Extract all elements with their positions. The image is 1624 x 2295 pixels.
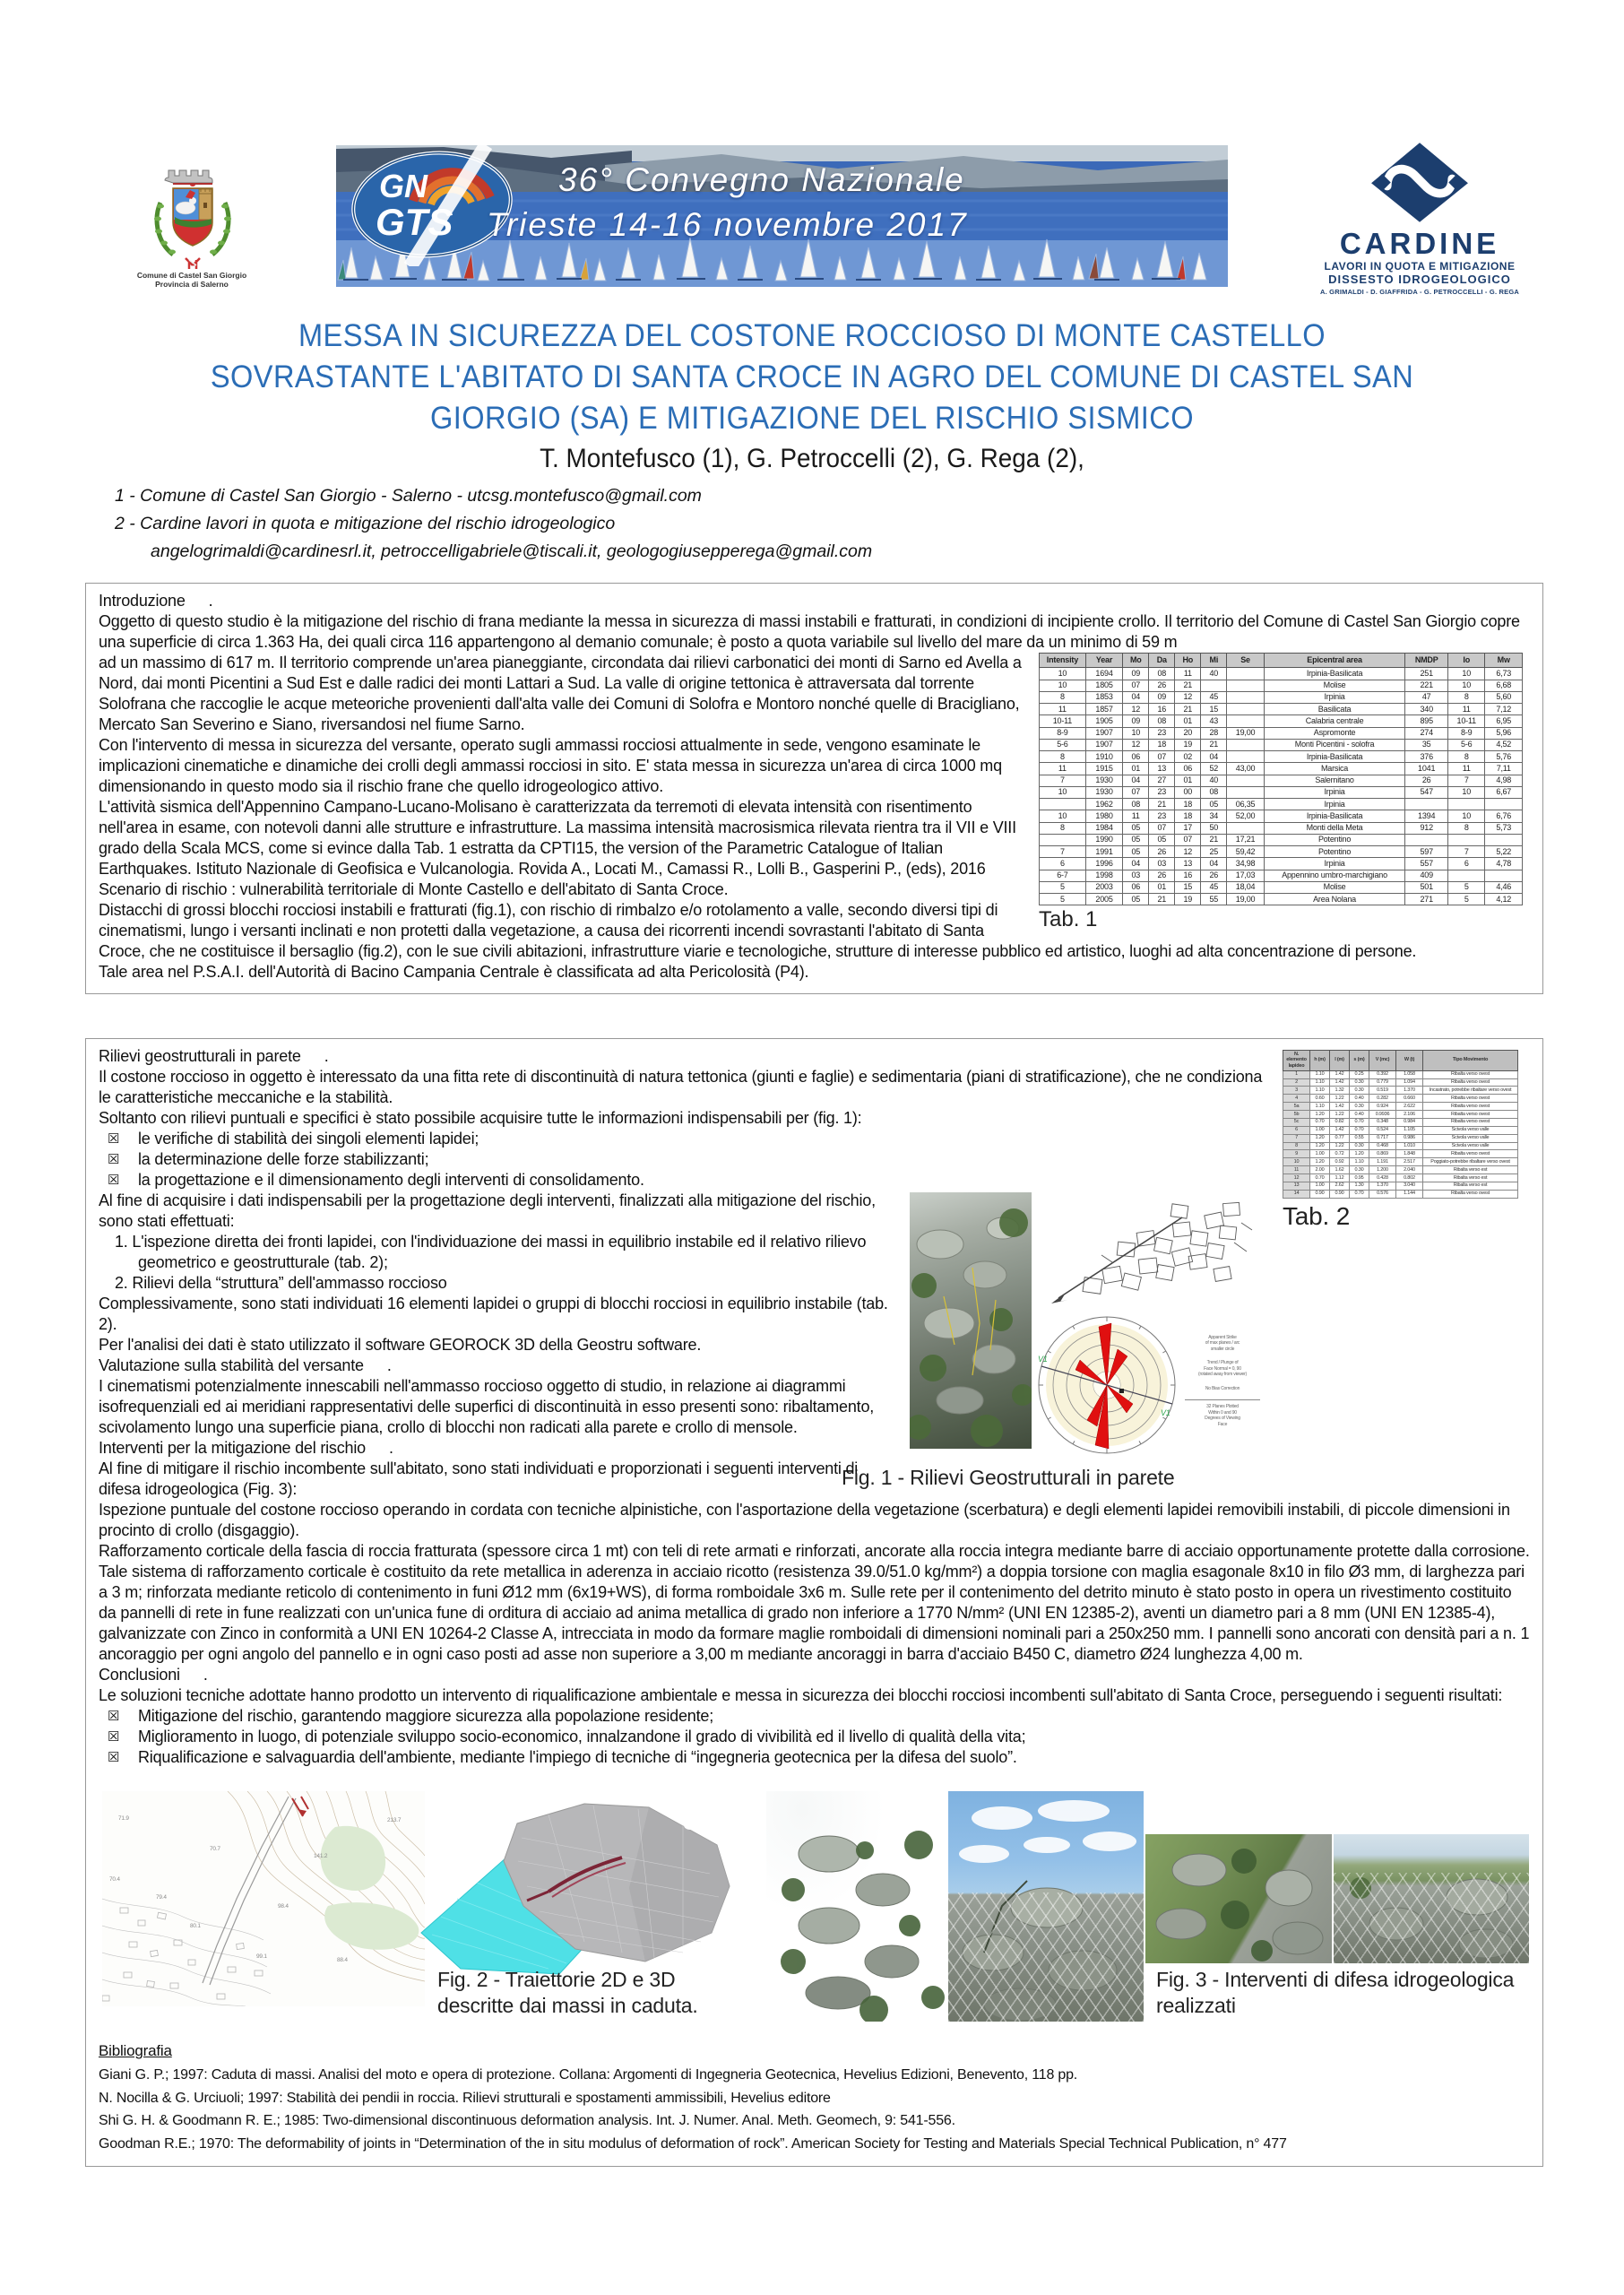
- survey-bullet-3: ☒ la progettazione e il dimensionamento degli interventi di consolidamento.: [99, 1170, 1272, 1191]
- intro-paragraph-3: Con l'intervento di messa in sicurezza del versante, operato sugli ammassi rocciosi attualmente in sede, vengono esaminate le implicazioni cinematiche e dinamiche dei crolli degli ammassi rocciosi in sito. E' stata messa in sicurezza un'area di circa 1000 mq dimensionando in questo modo sia il rischio frane che quello idrogeologico attivo.: [99, 736, 1002, 795]
- intro-paragraph-5: Distacchi di grossi blocchi rocciosi instabili e fratturati (fig.1), con rischio di rimbalzo e/o rotolamento a valle, secondo diversi tipi di cinematismi, lungo i versanti inclinati e non protetti dalla vegetazione, a causa dei ricorrenti incendi sovrastanti l'abitato di Santa Croce, che ne costituisce il bersaglio (fig.2), con le sue civili abitazioni, infrastrutture viarie e tecnologiche, strutture di interesse pubblico ed artistico, luoghi ad alta concentrazione di persone.: [99, 901, 1417, 960]
- banner-title: 36° Convegno Nazionale: [558, 161, 965, 198]
- fig2-contour-map: [102, 1791, 425, 2006]
- svg-text:70.7: 70.7: [210, 1846, 220, 1852]
- heading-dot: .: [324, 1047, 329, 1065]
- affiliations: [115, 482, 872, 566]
- survey-paragraph-4: Complessivamente, sono stati individuati 16 elementi lapidei o gruppi di blocchi rocciosi in equilibrio instabile (tab. 2).: [99, 1295, 888, 1333]
- survey-bullet-2: ☒ la determinazione delle forze stabilizzanti;: [99, 1149, 1272, 1170]
- crest-caption-line2: Provincia di Salerno: [155, 280, 229, 289]
- intro-paragraph-6: Tale area nel P.S.A.I. dell'Autorità di Bacino Campania Centrale è classificata ad alta Pericolosità (P4).: [99, 963, 809, 981]
- survey-paragraph-3: Al fine di acquisire i dati indispensabili per la progettazione degli interventi, finalizzati alla mitigazione del rischio, sono stati effettuati:: [99, 1191, 876, 1230]
- rockfall-net-overlay: [1334, 1873, 1529, 1963]
- bibliography: [99, 2040, 1530, 2155]
- fig3-photo-1: [766, 1791, 948, 2022]
- fig1-cliff-photo: [910, 1192, 1032, 1449]
- svg-text:99.1: 99.1: [256, 1953, 267, 1960]
- fig1-caption: Fig. 1 - Rilievi Geostrutturali in parete: [842, 1466, 1175, 1489]
- svg-text:80.1: 80.1: [190, 1923, 201, 1929]
- poster-title-line1: MESSA IN SICUREZZA DEL COSTONE ROCCIOSO DI MONTE CASTELLO: [298, 318, 1326, 353]
- fig3-photo-2: [948, 1791, 1144, 2022]
- bibliography-heading: Bibliografia: [99, 2042, 172, 2059]
- affiliation-emails: angelogrimaldi@cardinesrl.it, petroccelligabriele@tiscali.it, geologogiusepperega@gmail.com: [151, 541, 873, 561]
- survey-bullet-1: ☒ le verifiche di stabilità dei singoli elementi lapidei;: [99, 1129, 1272, 1149]
- checkbox-bullet-icon: ☒: [108, 1729, 120, 1745]
- cardine-name: CARDINE: [1339, 227, 1500, 260]
- cardine-authors: A. GRIMALDI - D. GIAFFRIDA - G. PETROCCELLI - G. REGA: [1320, 288, 1519, 296]
- banner-subtitle: Trieste 14-16 novembre 2017: [487, 206, 968, 243]
- tab2-container: [1283, 1050, 1530, 1230]
- conclusions-heading-line: Conclusioni .: [99, 1666, 208, 1684]
- gngts-logo-text-bottom: GTS: [376, 201, 454, 243]
- conclusions-paragraph: Le soluzioni tecniche adottate hanno prodotto un intervento di riqualificazione ambientale e messa in sicurezza dei blocchi rocciosi incombenti sull'abitato di Santa Croce, perseguendo i seguenti risultati:: [99, 1686, 1503, 1704]
- svg-text:71.9: 71.9: [118, 1815, 129, 1822]
- risk-scenario-line: Scenario di rischio : vulnerabilità territoriale di Monte Castello e dell'abitato di Santa Croce.: [99, 880, 729, 898]
- mitigation-paragraph-2: Ispezione puntuale del costone roccioso operando in cordata con tecniche alpinistiche, con l'asportazione della vegetazione (scerbatura) e degli elementi lapidei removibili instabili, di piccole dimensioni in procinto di crollo (disgaggio).: [99, 1501, 1510, 1539]
- poster-title-line3: GIORGIO (SA) E MITIGAZIONE DEL RISCHIO SISMICO: [429, 401, 1195, 436]
- conclusions-heading: Conclusioni: [99, 1666, 180, 1684]
- tab2-label: Tab. 2: [1283, 1201, 1351, 1230]
- svg-text:141.2: 141.2: [314, 1853, 328, 1859]
- fig3-photo-4: [1334, 1834, 1529, 1963]
- bibliography-list: Giani G. P.; 1997: Caduta di massi. Analisi del moto e opera di protezione. Collana: Argomenti di Ingegneria Geotecnica, Hevelius Edizioni, Benevento, 118 pp. N. Nocilla & G. Urciuoli; 1997: Stabilità dei pendii in roccia. Rilievi strutturali e spostamenti ammissibili, Hevelius editore Shi G. H. & Goodmann R. E.; 1985: Two-dimensional discontinuous deformation analysis. Int. J. Numer. Anal. Meth. Geomech, 9: 541-556. Goodman R.E.; 1970: The deformability of joints in “Determination of the in situ modulus of deformation of rock”. American Society for Testing and Materials Special Technical Publication, n° 477: [99, 2067, 1287, 2152]
- title-block: [56, 316, 1567, 477]
- cardine-logo-block: [1298, 140, 1542, 296]
- numbered-item-2: 2. Rilievi della “struttura” dell'ammasso roccioso: [115, 1274, 447, 1292]
- rose-diagram-legend: Apparent Strike of max planes / arc smaller circle Trend / Plunge of Face Normal = 0, 90 (rotated away from viewer) No Bias Correction 32 Planes Plotted Within 0 and 90 Degrees of Viewing Face: [1178, 1335, 1267, 1436]
- main-section-box: [85, 1038, 1543, 2167]
- survey-heading: Rilievi geostrutturali in parete: [99, 1047, 301, 1065]
- rose-v1-label-a: V1: [1038, 1355, 1048, 1364]
- intro-paragraph-1: Oggetto di questo studio è la mitigazione del rischio di frana mediante la messa in sicurezza di massi instabili e fratturati, in condizioni di incipiente crollo. Il territorio del Comune di Castel San Giorgio copre una superficie di circa 1.363 Ha, dei quali circa 116 appartengono al demanio comunale; è posto a quota variabile sul livello del mare da un minimo di 59 m: [99, 612, 1520, 651]
- fig3-caption: Fig. 3 - Interventi di difesa idrogeologica realizzati: [1156, 1968, 1515, 2017]
- checkbox-bullet-icon: ☒: [108, 1750, 120, 1765]
- rose-diagram: [1036, 1314, 1178, 1456]
- mitigation-paragraph-1: Al fine di mitigare il rischio incombente sull'abitato, sono stati individuati e proporzionati i seguenti interventi di difesa idrogeologica (Fig. 3):: [99, 1459, 859, 1498]
- bottom-figure-row: [99, 1791, 1530, 2035]
- checkbox-bullet-icon: ☒: [108, 1131, 120, 1147]
- seismic-events-table: Intensity Year Mo Da Ho Mi Se Epicentral area NMDP Io Mw 10 1694 09 08 11 40 Irpinia-Basilicata 251 10 6,73 10 1805 07 26 21 Molise 221 10 6,68 8 1853 04 09 12 45 Irpinia 47 8 5,60 11 1857 12 16 21 15 Basilicata 340 11 7,12 10-11 1905 09 08 01 43 Calabria centrale 895 10-11 6,95 8-9 1907 10 23 20 28 19,00 Aspromonte 274 8-9 5,96 5-6 1907 12 18 19 21 Monti Picentini - solofra 35 5-6 4,52 8 1910 06 07 02 04 Irpinia-Basilicata 376 8 5,76 11 1915 01 13 06 52 43,00 Marsica 1041 11 7,11 7 1930 04 27 01 40 Salernitano 26 7 4,98 10 1930 07 23 00 08 Irpinia 547 10 6,67 1962 08 21 18 05 06,35 Irpinia 10 1980 11 23 18 34 52,00 Irpinia-Basilicata 1394 10 6,76 8 1984 05 07 17 50 Monti della Meta 912 8 5,73 1990 05 05 07 21 17,21 Potentino 7 1991 05 26 12 25 59,42 Potentino 597 7 5,22 6 1996 04 03 13 04 34,98 Irpinia 557 6 4,78 6-7 1998 03 26 16 26 17,03 Appennino umbro-marchigiano 409 5 2003 06 01 15 45 18,04 Molise 501 5 4,46 5 2005 05 21 19 55 19,00 Area Nolana 271 5 4,12: [1039, 653, 1523, 905]
- gngts-logo-text-top: GN: [379, 168, 428, 204]
- mitigation-heading-line: Interventi per la mitigazione del rischio .: [99, 1439, 393, 1457]
- rose-v1-label-b: V1: [1161, 1408, 1170, 1417]
- conference-banner: [336, 145, 1228, 287]
- cardine-tagline1: LAVORI IN QUOTA E MITIGAZIONE: [1324, 260, 1516, 273]
- intro-paragraph-2: ad un massimo di 617 m. Il territorio comprende un'area pianeggiante, circondata dai rilievi carbonatici dei monti di Sarno ed Avella a Nord, dai monti Picentini a Sud Est e dalle radici dei monti Lattari a Sud. La valle di origine tettonica è attraversata dal torrente Solofrana che raccoglie le acque meteoriche provenienti dall'alta valle dei Comuni di Solofra e Montoro nonché quelle di Bracigliano, Mercato San Severino e Siano, riversandosi nel fiume Sarno.: [99, 654, 1022, 733]
- block-structure-sketch: [1039, 1192, 1265, 1314]
- checkbox-bullet-icon: ☒: [108, 1173, 120, 1188]
- survey-paragraph-1: Il costone roccioso in oggetto è interessato da una fitta rete di discontinuità di natura tettonica (giunti e faglie) e sedimentaria (piani di stratificazione), che ne condiziona le caratteristiche meccaniche e la stabilità.: [99, 1068, 1263, 1106]
- heading-dot: .: [208, 592, 213, 610]
- rockfall-net-overlay: [948, 1892, 1144, 2022]
- fig3-photo-3: [1145, 1834, 1332, 1963]
- tab1-label: Tab. 1: [1039, 907, 1098, 932]
- affiliation-1: 1 - Comune di Castel San Giorgio - Salerno - utcsg.montefusco@gmail.com: [115, 486, 702, 506]
- fig2-3d-model: [414, 1798, 790, 1988]
- intro-heading-line: [99, 591, 1530, 611]
- conclusion-bullet-3: ☒ Riqualificazione e salvaguardia dell'ambiente, mediante l'impiego di tecniche di “ingegneria geotecnica per la difesa del suolo”.: [99, 1747, 1530, 1768]
- intro-paragraph-4: L'attività sismica dell'Appennino Campano-Lucano-Molisano è caratterizzata da terremoti di elevata intensità con risentimento nell'area in esame, con notevoli danni alle strutture e infrastrutture. La massima intensità macrosismica rilevata rientra tra il VII e VIII grado della Scala MCS, come si evince dalla Tab. 1 estratta da CPTI15, the version of the Parametric Catalogue of Italian Earthquakes. Istituto Nazionale di Geofisica e Vulcanologia. Rovida A., Locati M., Camassi R., Lolli B., Gasperini P., (eds), 2016: [99, 798, 1016, 878]
- survey-paragraph-2: Soltanto con rilievi puntuali e specifici è stato possibile acquisire tutte le informazioni indispensabili per (fig. 1):: [99, 1109, 862, 1127]
- numbered-item-1: 1. L'ispezione diretta dei fronti lapidei, con l'individuazione dei massi in equilibrio instabile ed il relativo rilievo geometrico e geostrutturale (tab. 2);: [115, 1233, 867, 1271]
- checkbox-bullet-icon: ☒: [108, 1152, 120, 1167]
- cardine-tagline2: DISSESTO IDROGEOLOGICO: [1328, 273, 1511, 286]
- poster-title-line2: SOVRASTANTE L'ABITATO DI SANTA CROCE IN AGRO DEL COMUNE DI CASTEL SAN: [210, 359, 1414, 394]
- crest-caption-line1: Comune di Castel San Giorgio: [136, 271, 247, 280]
- stability-heading: Valutazione sulla stabilità del versante: [99, 1356, 364, 1374]
- intro-heading: Introduzione: [99, 592, 186, 610]
- mitigation-paragraph-3: Rafforzamento corticale della fascia di roccia fratturata (spessore circa 1 mt) con teli di rete armati e rinforzati, ancorate alla roccia integra mediante barre di acciaio opportunamente protette dalla corrosione. Tale sistema di rafforzamento corticale è costituito da rete metallica in aderenza in acciaio ricotto (resistenza 39.0/51.0 kg/mm²) a doppia torsione con maglia esagonale 8x10 in filo Ø3 mm, di larghezza pari a 3 m; rinforzata mediante reticolo di contenimento in funi Ø12 mm (6x19+WS), di forma romboidale 3x6 m. Sulle rete per il contenimento del detrito minuto è stato posto in opera un rivestimento costituito da pannelli di rete in fune realizzati con un'unica fune di orditura di acciaio ad anima metallica di grado non inferiore a 1770 N/mm² (UNI EN 12385-2), aventi un diametro pari a 8 mm (UNI EN 12385-4), galvanizzate con Zinco in conformità a UNI EN 10264-2 Classe A, intrecciata in modo da formare maglie romboidali di dimensioni nominali pari a 250x250 mm. I pannelli sono ancorati con densità pari a n. 1 ancoraggio per ogni angolo del pannello e in ogni caso posti ad asse non superiore a 3,00 m mediante ancoraggi in barra d'acciaio B450 C, diametro Ø24 lunghezza 4,00 m.: [99, 1542, 1530, 1663]
- svg-text:98.4: 98.4: [278, 1903, 289, 1910]
- mitigation-heading: Interventi per la mitigazione del rischio: [99, 1439, 366, 1457]
- svg-text:70.4: 70.4: [109, 1876, 120, 1883]
- rock-elements-table: N. elemento lapideo h (m) l (m) s (m) V (mc) W (t) Tipo Movimento 1 1.10 1.42 0.25 0.392 1.058 Ribalta verso ovest 2 1.10 1.42 0.30 0.779 1.094 Ribalta verso ovest 3 1.10 1.32 0.30 0.519 1.370 Incastrato, potrebbe ribaltare verso ovest 4 0.60 1.22 0.40 0.282 0.660 Ribalta verso ovest 5a 1.10 1.42 0.30 0.924 2.622 Ribalta verso ovest 5b 1.20 1.22 0.40 0.9936 2.106 Ribalta verso ovest 5c 0.70 0.82 0.70 0.348 0.984 Ribalta verso ovest 6 1.00 1.42 0.70 0.524 1.105 Scivola verso valle 7 1.20 0.77 0.55 0.717 0.986 Scivola verso valle 8 1.20 1.22 0.30 0.468 1.010 Scivola verso valle 9 1.00 0.72 1.20 0.869 1.848 Ribalta verso ovest 10 1.20 0.92 1.10 1.191 2.517 Poggiato-potrebbe ribaltare verso ovest 11 2.00 1.62 0.30 1.200 2.040 Ribalta verso est 12 0.70 1.12 0.95 0.428 0.802 Ribalta verso est 13 1.00 2.62 1.30 1.370 3.040 Ribalta verso est 14 0.90 0.90 0.70 0.576 1.144 Ribalta verso ovest: [1283, 1050, 1518, 1199]
- survey-paragraph-5: Per l'analisi dei dati è stato utilizzato il software GEOROCK 3D della Geostru software.: [99, 1336, 702, 1354]
- fig2-caption: Fig. 2 - Traiettorie 2D e 3D descritte dai massi in caduta.: [437, 1968, 698, 2017]
- stability-paragraph: I cinematismi potenzialmente innescabili nell'ammasso roccioso oggetto di studio, in relazione ai diagrammi isofrequenziali ed ai meridiani rappresentativi delle superfici di discontinuità in esso presenti sono: ribaltamento, scivolamento lungo una superficie piana, crollo di blocchi non radicati alla parete e crollo di mensole.: [99, 1377, 875, 1436]
- affiliation-2: 2 - Cardine lavori in quota e mitigazione del rischio idrogeologico: [115, 514, 616, 533]
- municipal-coat-of-arms-icon: [146, 140, 238, 271]
- crest-caption: [118, 271, 265, 289]
- stability-heading-line: Valutazione sulla stabilità del versante .: [99, 1356, 392, 1374]
- authors-line: T. Montefusco (1), G. Petroccelli (2), G. Rega (2),: [540, 444, 1084, 473]
- conclusion-bullet-2: ☒ Miglioramento in luogo, di potenziale sviluppo socio-economico, innalzandone il grado di vivibilità ed il livello di qualità della vita;: [99, 1727, 1530, 1747]
- intro-section-box: [85, 583, 1543, 994]
- cardine-diamond-icon: [1352, 140, 1487, 225]
- svg-text:213.7: 213.7: [387, 1817, 402, 1823]
- svg-text:79.4: 79.4: [156, 1894, 167, 1901]
- conclusion-bullet-1: ☒ Mitigazione del rischio, garantendo maggiore sicurezza alla popolazione residente;: [99, 1706, 1530, 1727]
- checkbox-bullet-icon: ☒: [108, 1709, 120, 1724]
- svg-text:88.4: 88.4: [337, 1957, 348, 1963]
- fig1-cluster: [842, 1192, 1272, 1490]
- tab1-container: [1039, 653, 1530, 930]
